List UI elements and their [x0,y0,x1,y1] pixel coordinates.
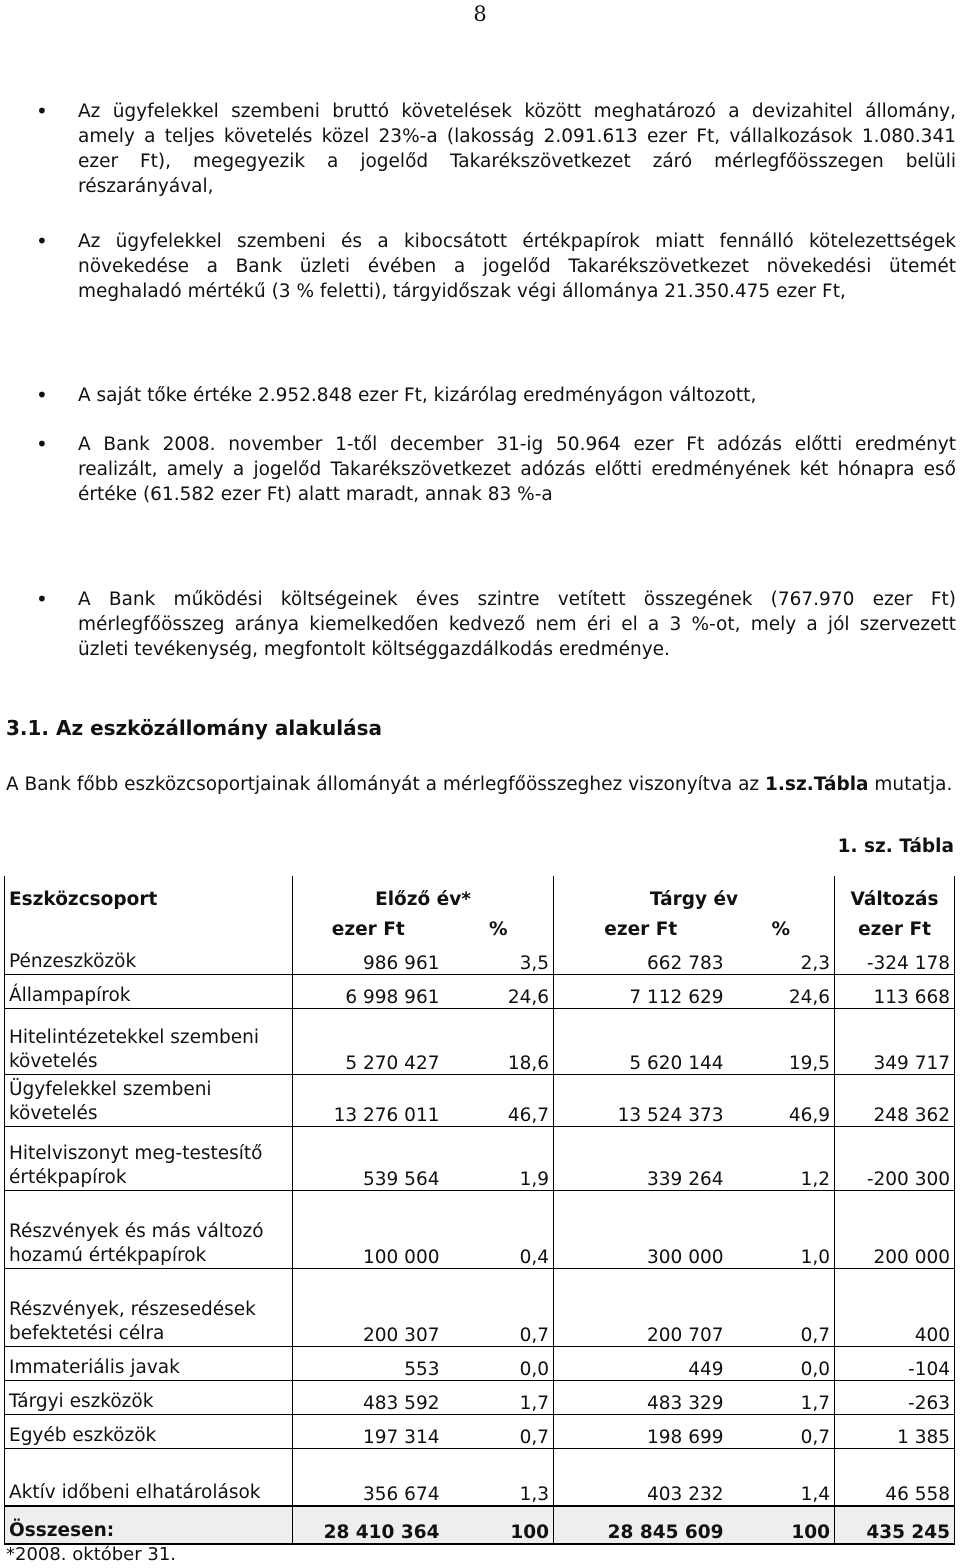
cell-prev-pct: 18,6 [444,1008,554,1074]
cell-change: -324 178 [835,940,955,974]
cell-curr-pct: 2,3 [728,940,835,974]
table-row [5,1074,955,1126]
footnote: *2008. október 31. [6,1544,177,1565]
cell-prev-pct: 46,7 [444,1074,554,1126]
cell-group: Állampapírok [5,974,293,1008]
table-row [5,1126,955,1190]
page-number: 8 [473,2,487,26]
cell-curr-pct: 1,7 [728,1380,835,1414]
cell-prev-value: 553 [293,1346,444,1380]
cell-curr-value: 300 000 [554,1190,728,1268]
cell-curr-value: 5 620 144 [554,1008,728,1074]
cell-curr-pct: 0,7 [728,1268,835,1346]
cell-prev-pct: 100 [444,1506,554,1544]
cell-group: Pénzeszközök [5,940,293,974]
cell-prev-pct: 3,5 [444,940,554,974]
cell-prev-pct: 1,9 [444,1126,554,1190]
section-heading: 3.1. Az eszközállomány alakulása [6,716,382,740]
cell-prev-value: 5 270 427 [293,1008,444,1074]
header-empty [5,910,293,940]
cell-change: -263 [835,1380,955,1414]
cell-curr-value: 7 112 629 [554,974,728,1008]
cell-curr-pct: 1,2 [728,1126,835,1190]
cell-group: Egyéb eszközök [5,1414,293,1448]
table-row [5,1448,955,1506]
bullet-item: • A saját tőke értéke 2.952.848 ezer Ft, kizárólag eredményágon változott, [78,383,956,408]
header-curr-pct: % [771,919,791,940]
cell-prev-pct: 0,7 [444,1268,554,1346]
cell-change: -104 [835,1346,955,1380]
cell-prev-value: 200 307 [293,1268,444,1346]
table-row [5,974,955,1008]
cell-curr-value: 198 699 [554,1414,728,1448]
header-change-unit: ezer Ft [835,910,955,940]
cell-curr-value: 403 232 [554,1448,728,1506]
table-row [5,1380,955,1414]
table-reference: 1.sz.Tábla [765,774,869,795]
table-caption: 1. sz. Tábla [837,836,954,857]
table-row [5,1414,955,1448]
cell-curr-pct: 1,4 [728,1448,835,1506]
cell-prev-value: 13 276 011 [293,1074,444,1126]
cell-change: 46 558 [835,1448,955,1506]
cell-curr-pct: 24,6 [728,974,835,1008]
cell-change: 400 [835,1268,955,1346]
cell-group: Részvények és más változó hozamú értékpapírok [5,1190,293,1268]
asset-table [4,876,955,1545]
cell-change: -200 300 [835,1126,955,1190]
header-prev-unit: ezer Ft [293,910,444,940]
cell-change: 248 362 [835,1074,955,1126]
bullet-item: • Az ügyfelekkel szembeni bruttó követelések között meghatározó a devizahitel állomány, amely a teljes követelés közel 23%-a (lakosság 2.091.613 ezer Ft, vállalkozások 1.080.341 ezer Ft), megegyezik a jogelőd Takarékszövetkezet záró mérlegfőösszegen belüli részarányával, [78,99,956,199]
cell-prev-pct: 0,4 [444,1190,554,1268]
cell-group: Ügyfelekkel szembeni követelés [5,1074,293,1126]
bullet-item: • A Bank 2008. november 1-től december 31-ig 50.964 ezer Ft adózás előtti eredményt realizált, amely a jogelőd Takarékszövetkezet adózás előtti eredményének két hónapra eső értéke (61.582 ezer Ft) alatt maradt, annak 83 %-a [78,432,956,507]
cell-prev-value: 986 961 [293,940,444,974]
cell-curr-pct: 100 [728,1506,835,1544]
cell-curr-value: 483 329 [554,1380,728,1414]
cell-change: 113 668 [835,974,955,1008]
cell-prev-pct: 24,6 [444,974,554,1008]
table-row [5,940,955,974]
cell-group: Immateriális javak [5,1346,293,1380]
intro-paragraph [6,772,956,798]
cell-curr-value: 339 264 [554,1126,728,1190]
cell-change: 435 245 [835,1506,955,1544]
cell-curr-value: 13 524 373 [554,1074,728,1126]
header-group: Eszközcsoport [5,876,293,910]
cell-prev-pct: 0,0 [444,1346,554,1380]
header-curr-unit: ezer Ft [554,910,728,940]
header-prev-pct: % [488,919,508,940]
cell-curr-pct: 19,5 [728,1008,835,1074]
cell-group: Részvények, részesedések befektetési célra [5,1268,293,1346]
header-change: Változás [835,876,955,910]
intro-text: A Bank főbb eszközcsoportjainak állományát a mérlegfőösszeghez viszonyítva az [6,774,766,795]
table-row [5,1008,955,1074]
header-prev-year: Előző év* [293,876,554,910]
cell-curr-pct: 1,0 [728,1190,835,1268]
intro-text-end: mutatja. [868,774,953,795]
cell-curr-pct: 46,9 [728,1074,835,1126]
cell-curr-pct: 0,0 [728,1346,835,1380]
cell-curr-value: 662 783 [554,940,728,974]
cell-group: Hitelintézetekkel szembeni követelés [5,1008,293,1074]
cell-group: Tárgyi eszközök [5,1380,293,1414]
cell-change: 200 000 [835,1190,955,1268]
cell-prev-value: 356 674 [293,1448,444,1506]
cell-prev-pct: 1,3 [444,1448,554,1506]
cell-group: Hitelviszonyt meg-testesítő értékpapírok [5,1126,293,1190]
cell-prev-value: 197 314 [293,1414,444,1448]
cell-prev-value: 539 564 [293,1126,444,1190]
cell-prev-pct: 1,7 [444,1380,554,1414]
header-curr-year: Tárgy év [554,876,835,910]
cell-prev-pct: 0,7 [444,1414,554,1448]
table-row [5,1190,955,1268]
total-row [5,1506,955,1544]
table-row [5,1268,955,1346]
cell-prev-value: 483 592 [293,1380,444,1414]
cell-prev-value: 100 000 [293,1190,444,1268]
cell-curr-value: 449 [554,1346,728,1380]
cell-group: Összesen: [5,1506,293,1544]
cell-prev-value: 28 410 364 [293,1506,444,1544]
cell-change: 349 717 [835,1008,955,1074]
cell-curr-value: 200 707 [554,1268,728,1346]
cell-curr-pct: 0,7 [728,1414,835,1448]
cell-group: Aktív időbeni elhatárolások [5,1448,293,1506]
bullet-item: • A Bank működési költségeinek éves szintre vetített összegének (767.970 ezer Ft) mérlegfőösszeg aránya kiemelkedően kedvező nem éri el a 3 %-ot, mely a jól szervezett üzleti tevékenység, megfontolt költséggazdálkodás eredménye. [78,587,956,662]
cell-curr-value: 28 845 609 [554,1506,728,1544]
cell-prev-value: 6 998 961 [293,974,444,1008]
bullet-item: • Az ügyfelekkel szembeni és a kibocsátott értékpapírok miatt fennálló kötelezettségek növekedése a Bank üzleti évében a jogelőd Takarékszövetkezet növekedési ütemét meghaladó mértékű (3 % feletti), tárgyidőszak végi állománya 21.350.475 ezer Ft, [78,229,956,304]
cell-change: 1 385 [835,1414,955,1448]
table-row [5,1346,955,1380]
